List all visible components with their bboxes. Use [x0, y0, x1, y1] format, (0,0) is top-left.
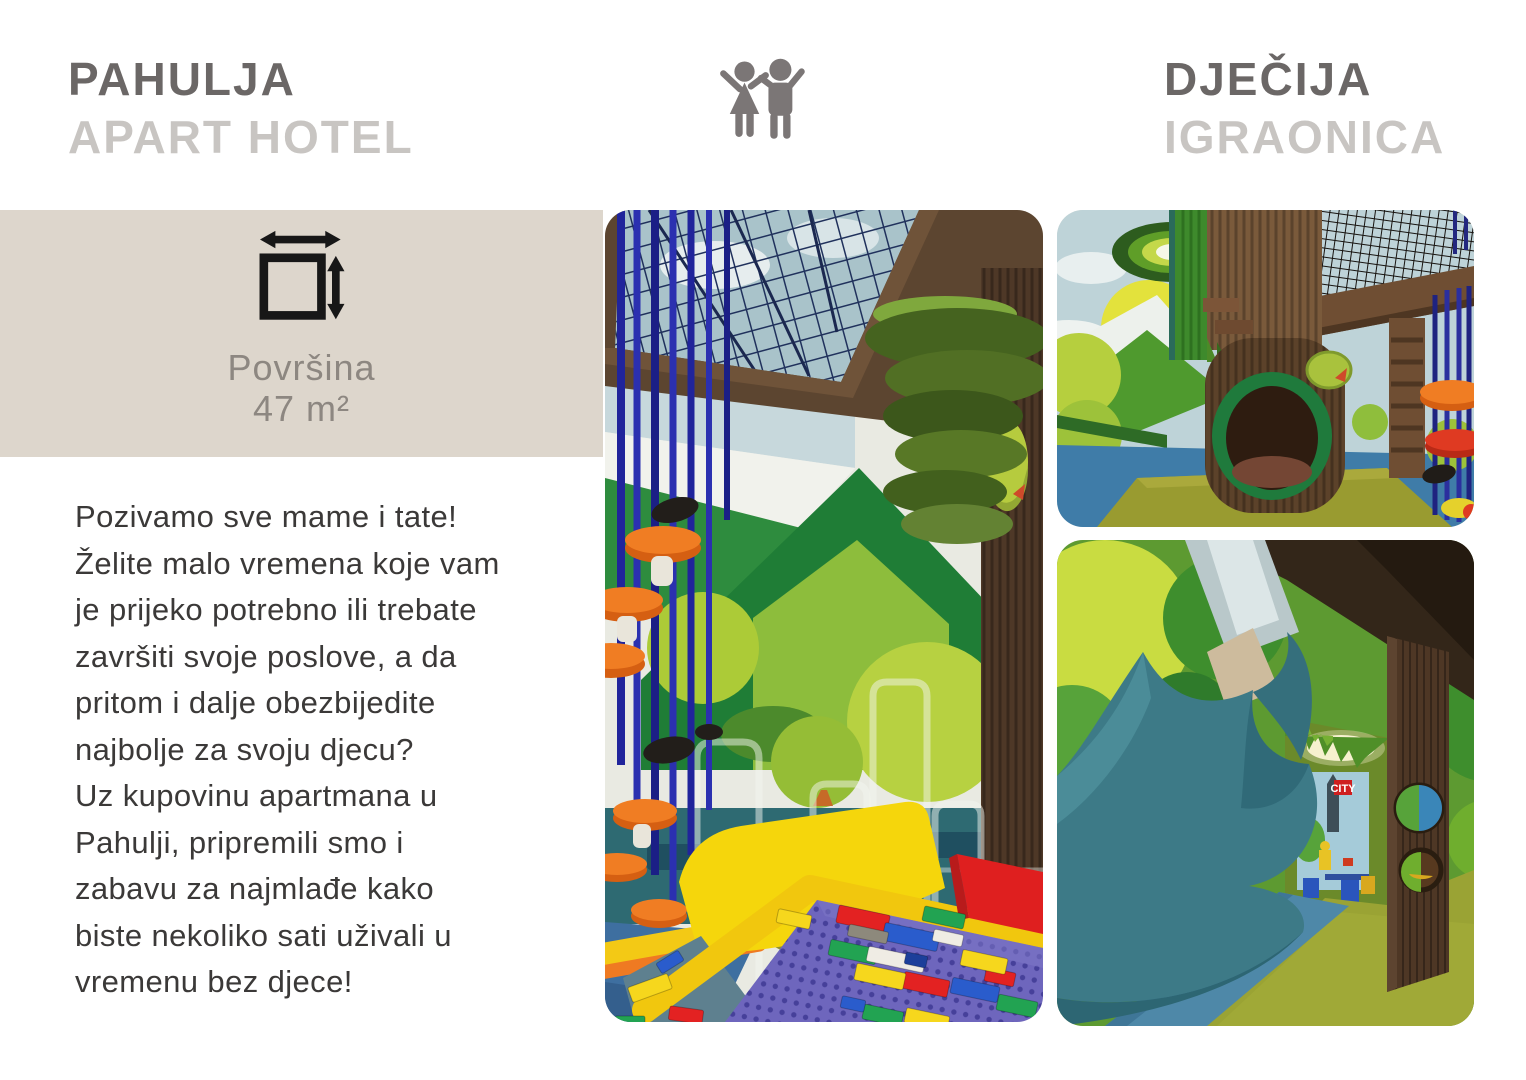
photo-playroom-tunnel-graphic	[1057, 210, 1474, 527]
photo-playroom-slide-graphic	[1057, 540, 1474, 1026]
children-icon-graphic	[716, 56, 808, 148]
intro-line: završiti svoje poslove, a da	[75, 638, 457, 674]
dimensions-icon	[258, 229, 358, 325]
photo-playroom-tunnel	[1057, 210, 1474, 527]
intro-line: Pozivamo sve mame i tate!	[75, 499, 458, 534]
poster-logo-text: CITY	[1330, 783, 1356, 795]
area-value: 47 m²	[252, 388, 351, 429]
intro-paragraph	[75, 494, 500, 1006]
tree-tunnel	[1205, 338, 1351, 513]
brand-title-line1: PAHULJA	[68, 53, 296, 105]
intro-line: pritom i dalje obezbijedite	[75, 685, 436, 720]
intro-line: je prijeko potrebno ili trebate	[75, 592, 477, 627]
wood-panel	[1387, 636, 1449, 992]
intro-line: Želite malo vremena koje vam	[75, 545, 500, 581]
area-label: Površina	[227, 347, 376, 388]
area-card	[0, 210, 603, 457]
intro-line: biste nekoliko sati uživali u	[75, 917, 452, 953]
intro-line: zabavu za najmlađe kako	[75, 871, 435, 906]
brand-title	[68, 50, 414, 166]
section-title-line1: DJEČIJA	[1164, 53, 1373, 105]
intro-line: Uz kupovinu apartmana u	[75, 778, 438, 813]
intro-line: vremenu bez djece!	[75, 964, 353, 999]
photo-playroom-main	[605, 210, 1043, 1022]
brand-title-line2: APART HOTEL	[68, 111, 414, 163]
intro-line: Pahulji, pripremili smo i	[75, 824, 404, 860]
section-title	[1164, 50, 1445, 166]
intro-line: najbolje za svoju djecu?	[75, 731, 414, 767]
photo-playroom-slide	[1057, 540, 1474, 1026]
photo-playroom-main-graphic	[605, 210, 1043, 1022]
section-title-line2: IGRAONICA	[1164, 111, 1446, 163]
children-icon	[716, 56, 808, 152]
